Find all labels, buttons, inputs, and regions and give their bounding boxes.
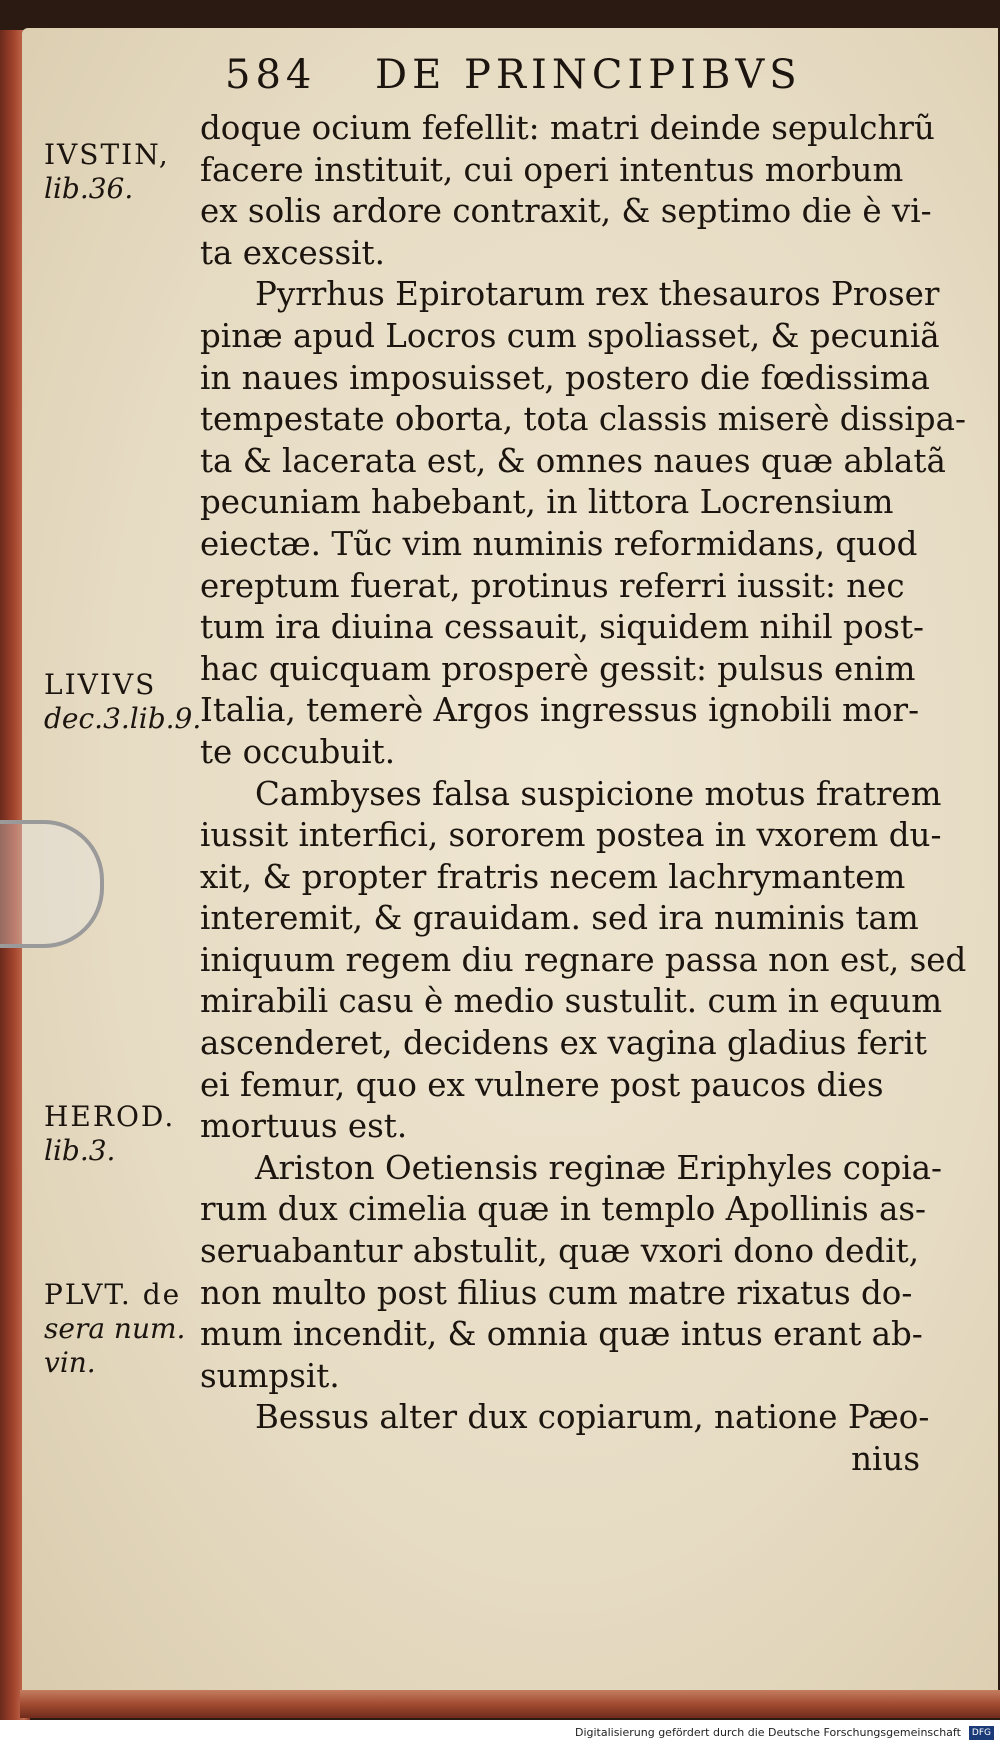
margin-note-justin — [44, 138, 224, 206]
text-line: tum ira diuina cessauit, siquidem nihil post- — [200, 608, 925, 647]
text-line: iussit interfici, sororem postea in vxorem du- — [200, 816, 942, 855]
text-line: Italia, temerè Argos ingressus ignobili mor- — [200, 691, 920, 730]
text-line: interemit, & grauidam. sed ira numinis tam — [200, 899, 919, 938]
text-line: Pyrrhus Epirotarum rex thesauros Proser — [255, 275, 940, 314]
margin-note-reference: sera num. — [44, 1312, 186, 1345]
text-line: ex solis ardore contraxit, & septimo die è vi- — [200, 192, 932, 231]
text-line: Bessus alter dux copiarum, natione Pæo- — [255, 1398, 930, 1437]
text-line: tempestate oborta, tota classis miserè dissipa- — [200, 400, 966, 439]
text-line: in naues imposuisset, postero die fœdissima — [200, 358, 930, 397]
page-number: 584 — [225, 52, 317, 98]
margin-note-author: IVSTIN, — [44, 138, 170, 171]
margin-note-livius — [44, 668, 224, 736]
running-head — [225, 52, 945, 112]
text-line: ta & lacerata est, & omnes naues quæ ablatã — [200, 441, 946, 480]
text-line: mum incendit, & omnia quæ intus erant ab- — [200, 1315, 923, 1354]
text-line: Cambyses falsa suspicione motus fratrem — [255, 774, 942, 813]
text-line: ascenderet, decidens ex vagina gladius ferit — [200, 1024, 927, 1063]
margin-note-reference: dec.3.lib.9. — [44, 702, 202, 735]
text-line: iniquum regem diu regnare passa non est, sed — [200, 940, 967, 979]
text-line: seruabantur abstulit, quæ vxori dono dedit, — [200, 1232, 920, 1271]
text-line: doque ocium fefellit: matri deinde sepulchrũ — [200, 109, 935, 147]
text-line: non multo post filius cum matre rixatus do- — [200, 1273, 913, 1312]
text-line: pinæ apud Locros cum spoliasset, & pecuniã — [200, 316, 940, 355]
dfg-logo-icon: DFG — [969, 1726, 994, 1740]
text-line: eiectæ. Tũc vim numinis reformidans, quod — [200, 524, 918, 563]
margin-note-reference: lib.36. — [44, 172, 134, 205]
text-line: sumpsit. — [200, 1356, 340, 1395]
text-line: ei femur, quo ex vulnere post paucos dies — [200, 1065, 884, 1104]
text-line: te occubuit. — [200, 732, 396, 771]
text-line: mirabili casu è medio sustulit. cum in equum — [200, 982, 943, 1021]
text-line: mortuus est. — [200, 1107, 408, 1146]
margin-note-herod — [44, 1100, 224, 1168]
text-line: ereptum fuerat, protinus referri iussit: nec — [200, 566, 905, 605]
margin-note-author: PLVT. de — [44, 1278, 182, 1311]
text-line: xit, & propter fratris necem lachrymantem — [200, 857, 906, 896]
text-line: pecuniam habebant, in littora Locrensium — [200, 483, 894, 522]
book-bottom-edge — [20, 1690, 1000, 1718]
margin-note-plut — [44, 1278, 224, 1380]
text-line: Ariston Oetiensis reginæ Eriphyles copia- — [255, 1148, 943, 1187]
footer-credit: Digitalisierung gefördert durch die Deutsche Forschungsgemeinschaft — [574, 1726, 961, 1739]
digitization-footer — [0, 1720, 1000, 1746]
margin-note-author: LIVIVS — [44, 668, 157, 701]
margin-note-reference: vin. — [44, 1346, 96, 1379]
catchword: nius — [851, 1440, 920, 1478]
body-text — [200, 108, 967, 1481]
margin-note-reference: lib.3. — [44, 1134, 116, 1167]
text-line: rum dux cimelia quæ in templo Apollinis as- — [200, 1190, 927, 1229]
margin-note-author: HEROD. — [44, 1100, 176, 1133]
text-line: ta excessit. — [200, 233, 385, 272]
text-line: facere instituit, cui operi intentus morbum — [200, 150, 904, 189]
text-line: hac quicquam prosperè gessit: pulsus enim — [200, 649, 916, 688]
running-title: DE PRINCIPIBVS — [375, 52, 802, 98]
